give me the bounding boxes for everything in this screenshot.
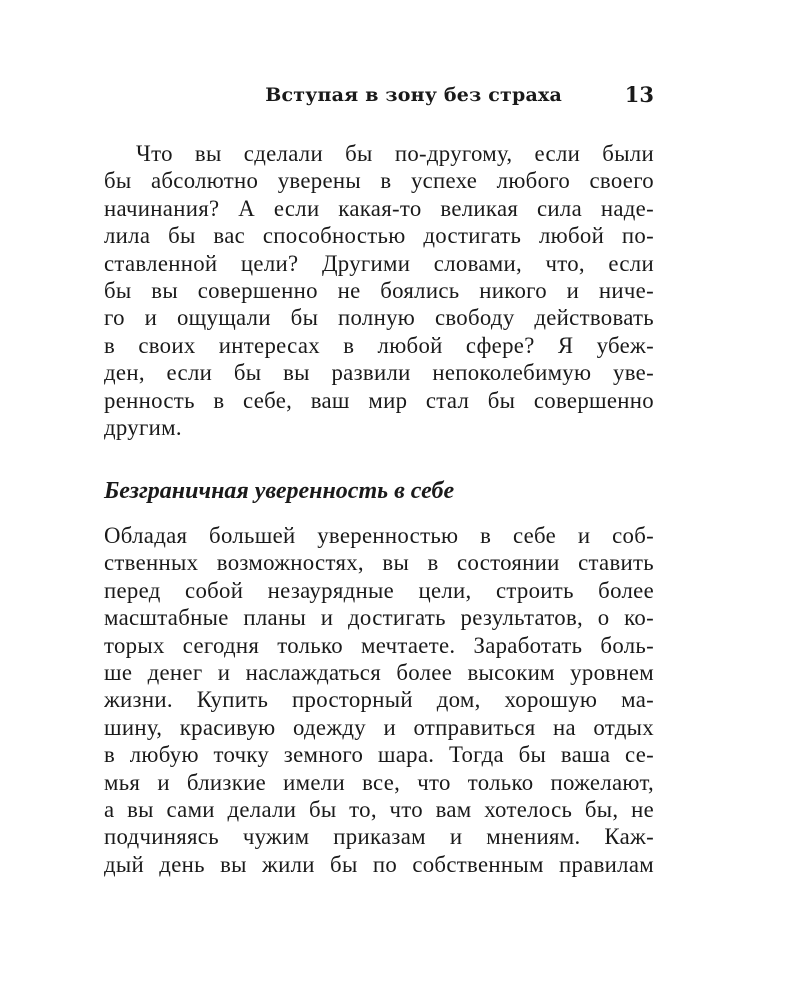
text-line: ше денег и наслаждаться более высоким уровнем: [104, 659, 654, 685]
text-line: начинания? А если какая-то великая сила наде-: [104, 195, 654, 221]
text-line: перед собой незаурядные цели, строить более: [104, 577, 654, 603]
text-line: лила бы вас способностью достигать любой по-: [104, 223, 654, 249]
text-line: а вы сами делали бы то, что вам хотелось бы, не: [104, 796, 654, 822]
text-line: мья и близкие имели все, что только пожелают,: [104, 769, 654, 795]
text-line: го и ощущали бы полную свободу действовать: [104, 305, 654, 331]
text-line: шину, красивую одежду и отправиться на отдых: [104, 714, 654, 740]
text-line: масштабные планы и достигать результатов, о ко-: [104, 605, 654, 631]
paragraph-section: [104, 522, 654, 878]
text-line: жизни. Купить просторный дом, хорошую ма-: [104, 687, 654, 713]
page-number: 13: [624, 82, 654, 107]
text-line: торых сегодня только мечтаете. Заработать боль-: [104, 632, 654, 658]
text-line: ственных возможностях, вы в состоянии ставить: [104, 550, 654, 576]
text-line: Что вы сделали бы по-другому, если были: [136, 141, 654, 166]
text-line: ден, если бы вы развили непоколебимую уве-: [104, 360, 654, 386]
text-line: другим.: [104, 414, 182, 440]
text-line: в своих интересах в любой сфере? Я убеж-: [104, 332, 654, 358]
text-line: бы вы совершенно не боялись никого и ниче-: [104, 277, 654, 303]
running-title: Вступая в зону без страха: [265, 84, 562, 106]
section-heading: Безграничная уверенность в себе: [104, 478, 455, 504]
text-line: дый день вы жили бы по собственным правилам: [104, 851, 654, 877]
text-line: ставленной цели? Другими словами, что, если: [104, 250, 654, 276]
text-line: Обладая большей уверенностью в себе и соб-: [104, 523, 654, 548]
running-header: [104, 84, 654, 114]
paragraph-intro: [104, 140, 654, 441]
text-line: подчиняясь чужим приказам и мнениям. Каж-: [104, 824, 654, 850]
text-line: в любую точку земного шара. Тогда бы ваша се-: [104, 742, 654, 768]
text-line: бы абсолютно уверены в успехе любого своего: [104, 168, 654, 194]
text-line: ренность в себе, ваш мир стал бы совершенно: [104, 387, 654, 413]
